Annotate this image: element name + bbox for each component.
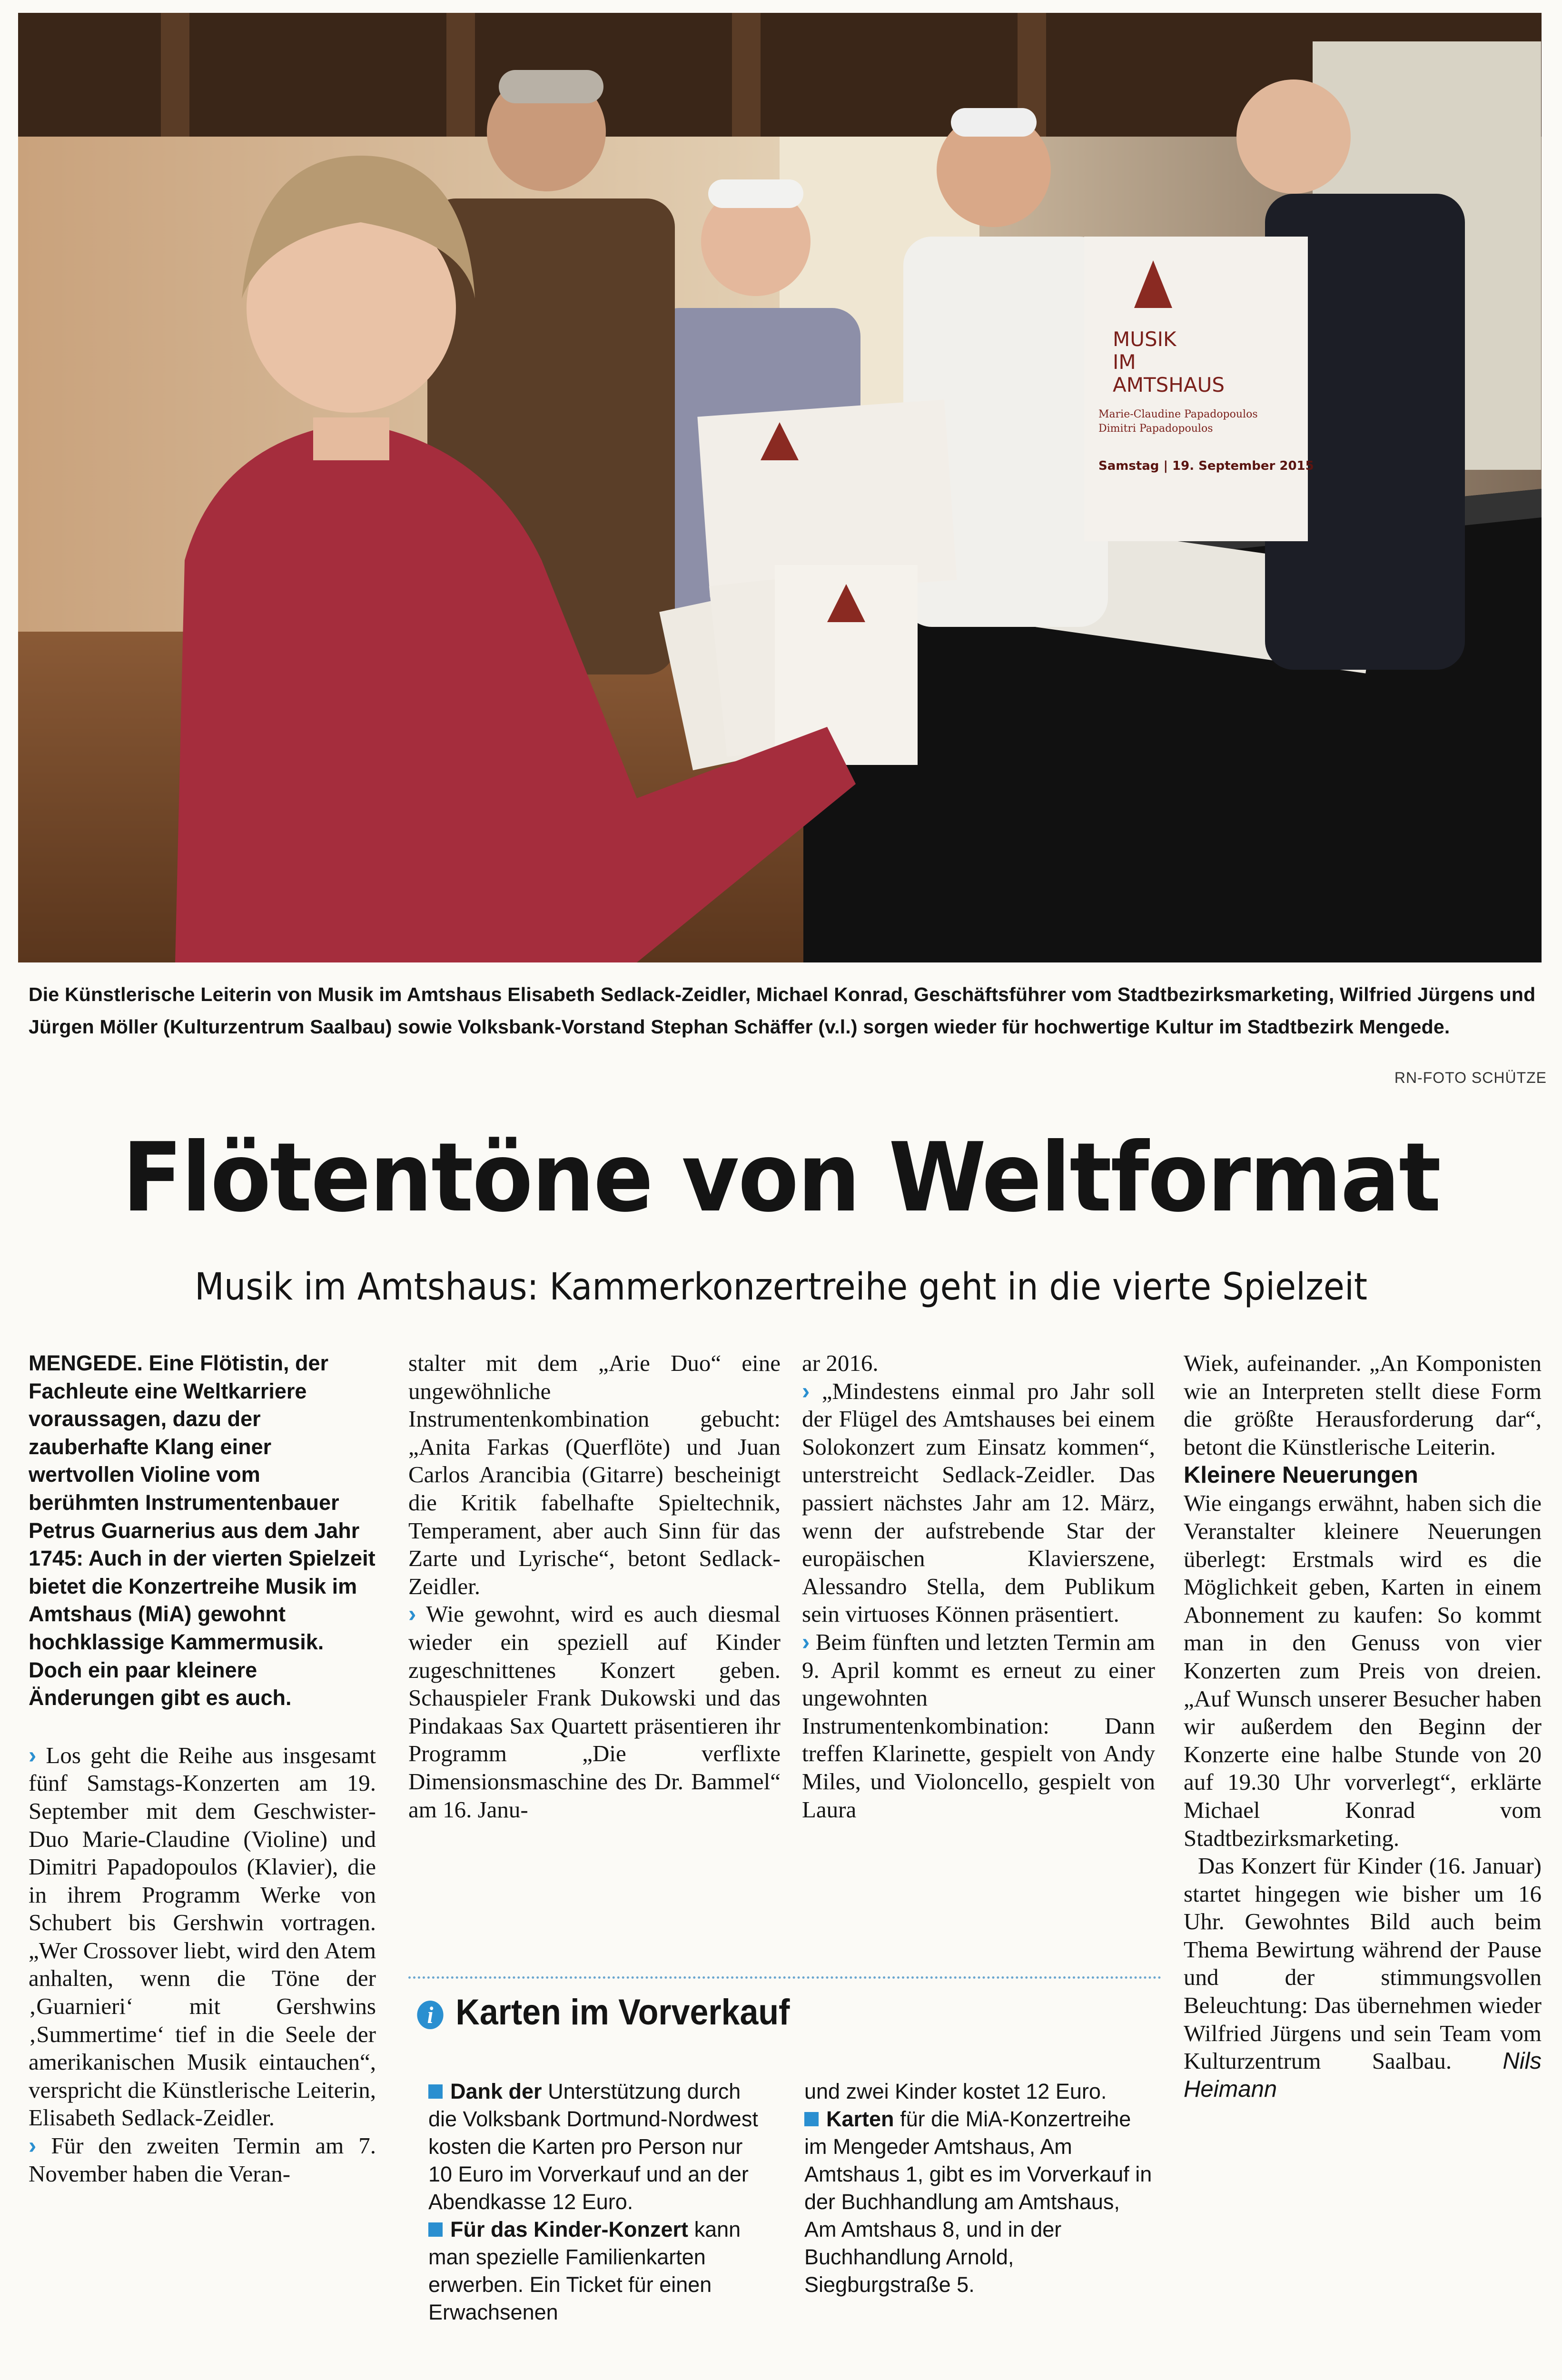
photo-credit: RN-FOTO SCHÜTZE	[1394, 1069, 1547, 1086]
bullet-square-icon	[804, 2112, 819, 2126]
photo-caption: Die Künstlerische Leiterin von Musik im Amtshaus Elisabeth Sedlack-Zeidler, Michael Konrad, Geschäftsführer vom Stadtbezirksmarketing, Wilfried Jürgens und Jürgen Möller (Kulturzentrum Saalbau) sowie Volksbank-Vorstand Stephan Schäffer (v.l.) sorgen wieder für hochwertige Kultur im Stadtbezirk Mengede.	[29, 983, 1536, 1038]
paragraph-text: Beim fünften und letzten Termin am 9. April kommt es erneut zu einer ungewohnten Instrumentenkombination: Dann treffen Klarinette, gespielt von Andy Miles, und Violoncello, gespielt von Laura	[802, 1628, 1155, 1823]
subheadline: Musik im Amtshaus: Kammerkonzertreihe geht in die vierte Spielzeit	[194, 1266, 1368, 1309]
section-subheading: Kleinere Neuerungen	[1184, 1462, 1418, 1488]
article-column-1	[29, 1349, 376, 2188]
poster-title-line1: MUSIK	[1113, 327, 1176, 351]
poster-title-line2: IM	[1113, 350, 1136, 374]
paragraph-text: Wie gewohnt, wird es auch diesmal wieder ein speziell auf Kinder zugeschnittenes Konzert geben. Schauspieler Frank Dukowski und das Pindakaas Sax Quartett präsentieren ihr Programm „Die verflixte Dimensionsmaschine des Dr. Bammel“ am 16. Janu-	[408, 1601, 781, 1823]
paragraph-marker-icon: ›	[802, 1378, 810, 1404]
infobox-item-lead: Für das Kinder-Konzert	[450, 2217, 689, 2241]
poster-performers-2: Dimitri Papadopoulos	[1098, 423, 1213, 435]
poster-date: Samstag | 19. September 2015	[1098, 459, 1314, 473]
article-lead: MENGEDE. Eine Flötistin, der Fachleute eine Weltkarriere voraussagen, dazu der zauberhafte Klang einer wertvollen Violine vom berühmten Instrumentenbauer Petrus Guarnerius aus dem Jahr 1745: Auch in der vierten Spielzeit bietet die Konzertreihe Musik im Amtshaus (MiA) gewohnt hochklassige Kammermusik. Doch ein paar kleinere Änderungen gibt es auch.	[29, 1351, 376, 1710]
infobox-item	[428, 2216, 771, 2326]
article-paragraph	[29, 2132, 376, 2188]
article-paragraph: ar 2016.	[802, 1350, 879, 1376]
paragraph-text: Das Konzert für Kinder (16. Januar) startet hingegen wie bisher um 16 Uhr. Gewohntes Bild auch beim Thema Bewirtung während der Pause und der stimmungsvollen Beleuchtung: Das übernehmen wieder Wilfried Jürgens und sein Team vom Kulturzentrum Saalbau.	[1184, 1853, 1542, 2074]
infobox-column-1	[428, 2078, 771, 2326]
poster-large	[1084, 237, 1314, 541]
infobox-divider	[408, 1976, 1161, 1979]
article-column-3	[802, 1349, 1155, 1824]
article-column-4	[1184, 1349, 1542, 2103]
paragraph-marker-icon: ›	[29, 2133, 37, 2159]
headline: Flötentöne von Weltformat	[122, 1122, 1440, 1233]
article-paragraph	[1184, 1852, 1542, 2103]
paragraph-marker-icon: ›	[802, 1629, 810, 1655]
article-paragraph	[408, 1600, 781, 1824]
paragraph-marker-icon: ›	[29, 1742, 37, 1768]
infobox-title	[408, 1994, 790, 2031]
infobox-item	[804, 2105, 1157, 2299]
article-paragraph	[29, 1742, 376, 2132]
infobox-item-text: kann man spezielle Familienkarten erwerben. Ein Ticket für einen Erwachsenen	[428, 2217, 741, 2324]
infobox-item-text: Unterstützung durch die Volksbank Dortmund-Nordwest kosten die Karten pro Person nur 10 Euro im Vorverkauf und an der Abendkasse 12 Euro.	[428, 2079, 758, 2214]
paragraph-text: „Mindestens einmal pro Jahr soll der Flügel des Amtshauses bei einem Solokonzert zum Einsatz kommen“, unterstreicht Sedlack-Zeidler. Das passiert nächstes Jahr am 12. März, wenn der aufstrebende Star der europäischen Klavierszene, Alessandro Stella, dem Publikum sein virtuoses Können präsentiert.	[802, 1378, 1155, 1627]
poster-performers-1: Marie-Claudine Papadopoulos	[1098, 408, 1258, 420]
infobox-item-lead: Karten	[826, 2107, 894, 2131]
article-paragraph: Wiek, aufeinander. „An Komponisten wie an Interpreten stellt diese Form die größte Herausforderung dar“, betont die Künstlerische Leiterin.	[1184, 1350, 1542, 1460]
infobox-title-text: Karten im Vorverkauf	[455, 1992, 790, 2033]
article-paragraph: stalter mit dem „Arie Duo“ eine ungewöhnliche Instrumentenkombination gebucht: „Anita Farkas (Querflöte) und Juan Carlos Arancibia (Gitarre) bescheinigt die Kritik fabelhafte Spieltechnik, Temperament, aber auch Sinn für das Zarte und Lyrische“, betont Sedlack-Zeidler.	[408, 1350, 781, 1599]
article-paragraph	[802, 1628, 1155, 1824]
bullet-square-icon	[428, 2222, 443, 2237]
infobox-column-2	[804, 2078, 1157, 2299]
article-paragraph	[802, 1378, 1155, 1628]
author-byline: Nils Heimann	[1184, 2048, 1542, 2102]
paragraph-marker-icon: ›	[408, 1601, 416, 1627]
infobox-item-lead: Dank der	[450, 2079, 542, 2103]
infobox-item-text: für die MiA-Konzertreihe im Mengeder Amtshaus, Am Amtshaus 1, gibt es im Vorverkauf in der Buchhandlung am Amtshaus, Am Amtshaus 8, und in der Buchhandlung Arnold, Siegburgstraße 5.	[804, 2107, 1152, 2297]
infobox-item-continued: und zwei Kinder kostet 12 Euro.	[804, 2079, 1107, 2103]
photo-illustration	[18, 13, 1542, 962]
infobox-item	[428, 2078, 771, 2216]
info-icon: i	[417, 2001, 443, 2029]
paragraph-text: Los geht die Reihe aus insgesamt fünf Samstags-Konzerten am 19. September mit dem Geschwister-Duo Marie-Claudine (Violine) und Dimitri Papadopoulos (Klavier), die in ihrem Programm Werke von Schubert bis Gershwin vortragen. „Wer Crossover liebt, wird den Atem anhalten, wenn die Töne der ‚Guarnieri‘ mit Gershwins ‚Summertime‘ tief in die Seele der amerikanischen Musik eintauchen“, verspricht die Künstlerische Leiterin, Elisabeth Sedlack-Zeidler.	[29, 1742, 376, 2131]
bullet-square-icon	[428, 2084, 443, 2099]
article-paragraph: Wie eingangs erwähnt, haben sich die Veranstalter kleinere Neuerungen überlegt: Erstmals wird es die Möglichkeit geben, Karten in einem Abonnement zu kaufen: So kommt man in den Genuss von vier Konzerten zum Preis von dreien. „Auf Wunsch unserer Besucher haben wir außerdem den Beginn der Konzerte eine halbe Stunde von 20 auf 19.30 Uhr vorverlegt“, erklärte Michael Konrad vom Stadtbezirksmarketing.	[1184, 1490, 1542, 1851]
poster-title-line3: AMTSHAUS	[1113, 373, 1225, 397]
paragraph-text: Für den zweiten Termin am 7. November haben die Veran-	[29, 2132, 376, 2187]
article-column-2	[408, 1349, 781, 1824]
group-photo	[18, 13, 1542, 962]
